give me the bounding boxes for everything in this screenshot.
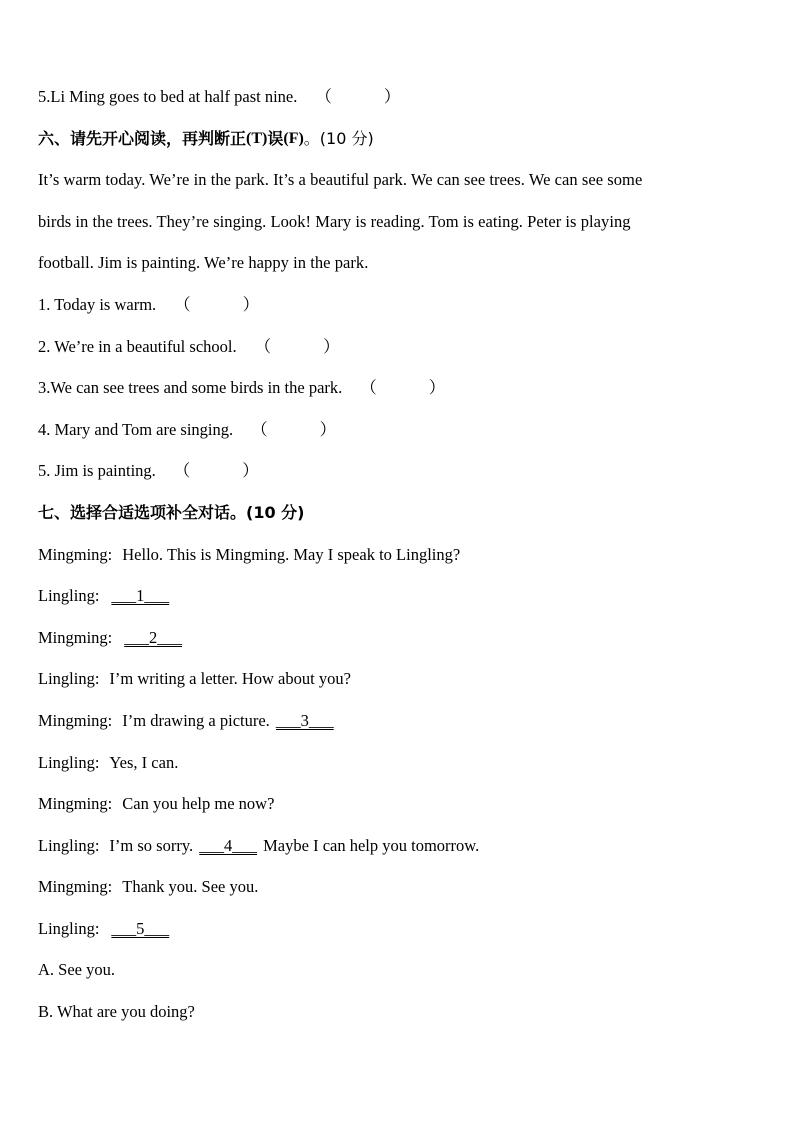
dialogue-line <box>38 874 768 916</box>
passage-line: birds in the trees. They’re singing. Look! Mary is reading. Tom is eating. Peter is playing <box>38 211 631 231</box>
dialogue-line <box>38 833 768 875</box>
question-6-2 <box>38 334 768 376</box>
paren-open: （ <box>251 419 268 439</box>
question-text: 2. We’re in a beautiful school. <box>38 336 237 356</box>
question-text: 1. Today is warm. <box>38 294 157 314</box>
dialogue-text: I’m writing a letter. How about you? <box>109 669 351 689</box>
speaker-name: Lingling: <box>38 835 100 855</box>
question-5-5 <box>38 84 768 126</box>
dialogue-line <box>38 791 768 833</box>
option-a: A. See you. <box>38 960 115 980</box>
answer-parentheses[interactable] <box>174 458 259 484</box>
answer-parentheses[interactable] <box>174 292 259 318</box>
answer-blank-5[interactable]: ___5___ <box>111 918 170 938</box>
speaker-name: Lingling: <box>38 669 100 689</box>
question-text: 5.Li Ming goes to bed at half past nine. <box>38 87 298 106</box>
paren-close: ） <box>319 419 337 439</box>
dialogue-text: Thank you. See you. <box>122 877 259 897</box>
answer-blank-3[interactable]: ___3___ <box>275 710 334 730</box>
answer-parentheses[interactable] <box>315 84 400 110</box>
dialogue-line <box>38 542 768 584</box>
speaker-name: Lingling: <box>38 586 100 606</box>
speaker-name: Lingling: <box>38 752 100 772</box>
heading-score: 。(10 分) <box>303 128 374 148</box>
answer-blank-1[interactable]: ___1___ <box>111 586 170 606</box>
question-6-5 <box>38 458 768 500</box>
dialogue-line <box>38 625 768 667</box>
answer-parentheses[interactable] <box>360 375 445 401</box>
option-b: B. What are you doing? <box>38 1002 195 1022</box>
speaker-name: Mingming: <box>38 710 113 730</box>
paren-open: （ <box>174 294 191 314</box>
question-6-3 <box>38 375 768 417</box>
dialogue-text: Hello. This is Mingming. May I speak to Lingling? <box>122 544 461 564</box>
dialogue-text: I’m so sorry. <box>109 835 194 855</box>
question-text: 5. Jim is painting. <box>38 461 156 481</box>
heading-text-mid: 误 <box>267 128 284 148</box>
answer-blank-4[interactable]: ___4___ <box>199 835 258 855</box>
dialogue-line <box>38 750 768 792</box>
dialogue-text: Yes, I can. <box>109 752 179 772</box>
question-text: 3.We can see trees and some birds in the park. <box>38 378 343 398</box>
paren-open: （ <box>315 87 332 106</box>
speaker-name: Mingming: <box>38 544 113 564</box>
paren-open: （ <box>360 378 377 398</box>
speaker-name: Lingling: <box>38 918 100 938</box>
heading-false-mark: (F) <box>283 129 304 147</box>
dialogue-line <box>38 583 768 625</box>
paren-open: （ <box>173 461 191 481</box>
paren-close: ） <box>242 294 260 314</box>
heading-text: 七、选择合适选项补全对话。(10 分) <box>38 502 305 522</box>
answer-parentheses[interactable] <box>251 417 336 443</box>
speaker-name: Mingming: <box>38 877 113 897</box>
dialogue-text-after: Maybe I can help you tomorrow. <box>263 835 480 855</box>
answer-blank-2[interactable]: ___2___ <box>124 627 183 647</box>
question-6-1 <box>38 292 768 334</box>
dialogue-line <box>38 708 768 750</box>
paren-open: （ <box>254 336 272 356</box>
paren-close: ） <box>428 378 446 398</box>
worksheet-content <box>38 84 768 1041</box>
paren-close: ） <box>323 336 340 356</box>
answer-parentheses[interactable] <box>255 334 340 360</box>
paren-close: ） <box>242 461 259 481</box>
paren-close: ） <box>383 87 401 106</box>
section-6-heading <box>38 126 768 168</box>
question-text: 4. Mary and Tom are singing. <box>38 419 234 439</box>
dialogue-text: I’m drawing a picture. <box>122 710 270 730</box>
dialogue-text: Can you help me now? <box>122 794 275 814</box>
passage-line: It’s warm today. We’re in the park. It’s a beautiful park. We can see trees. We can see some <box>38 170 643 190</box>
heading-text: 六、请先开心阅读，再判断正 <box>38 128 247 148</box>
speaker-name: Mingming: <box>38 794 113 814</box>
section-7-heading <box>38 500 768 542</box>
dialogue-line <box>38 916 768 958</box>
passage-line: football. Jim is painting. We’re happy in the park. <box>38 253 369 273</box>
speaker-name: Mingming: <box>38 627 113 647</box>
question-6-4 <box>38 417 768 459</box>
dialogue-line <box>38 666 768 708</box>
heading-true-mark: (T) <box>246 129 268 147</box>
